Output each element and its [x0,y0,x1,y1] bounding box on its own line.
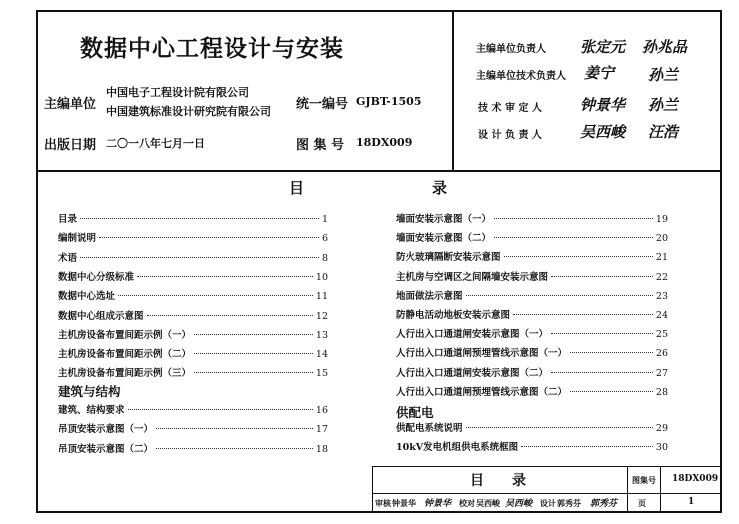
toc-entry [396,420,668,434]
responsible-role-4: 设 计 负 责 人 [478,130,542,141]
titleblock-page-label: 页 [638,498,646,508]
check-label: 校对 [459,498,475,508]
toc-entry-title: 数据中心选址 [58,291,116,303]
responsible-sig-4: 汪浩 [648,123,679,141]
toc-entry-leader [551,276,653,277]
atlas-title: 数据中心工程设计与安装 [80,36,344,62]
toc-entry [58,441,328,455]
toc-entry-page: 25 [655,329,668,341]
editor-unit-label: 主编单位 [44,97,97,112]
toc-entry [396,288,668,302]
titleblock-left-border [372,466,373,512]
toc-entry-title: 建筑、结构要求 [58,405,125,416]
check-name: 吴西峻 [476,498,500,508]
toc-entry-title: 人行出入口通道闸安装示意图（一） [396,329,549,341]
review-label: 审核 [375,498,391,508]
toc-entry-leader [147,315,313,316]
titleblock-atlas-label: 图集号 [632,475,656,485]
toc-entry-leader [80,218,319,219]
check-signature: 吴西峻 [505,499,533,509]
toc-entry-title: 目录 [58,214,78,225]
toc-entry-page: 23 [655,290,668,302]
toc-entry-leader [194,353,313,354]
toc-entry [58,269,328,283]
toc-entry [396,249,668,263]
toc-entry-leader [494,218,653,219]
toc-entry [396,439,668,453]
header-column-divider [452,10,454,171]
toc-entry-page: 19 [655,214,668,225]
section-heading-architecture: 建筑与结构 [58,384,121,399]
toc-entry-page: 1 [321,214,328,225]
toc-entry [396,307,668,321]
review-name: 钟景华 [392,498,416,508]
toc-entry [58,327,328,341]
titleblock-atlas-no: 18DX009 [672,474,719,484]
toc-entry-leader [137,276,313,277]
toc-entry-leader [99,237,319,238]
toc-entry [58,308,328,322]
toc-entry [396,230,668,244]
toc-entry-title: 防火玻璃隔断安装示意图 [396,252,501,264]
toc-entry-leader [494,237,653,238]
toc-entry-leader [466,295,653,296]
toc-entry-leader [156,428,313,429]
toc-entry [396,326,668,340]
toc-entry-leader [194,334,313,335]
toc-entry-page: 11 [315,291,328,303]
publish-date: 二〇一八年七月一日 [106,137,205,150]
unified-no: GJBT-1505 [356,95,422,108]
toc-entry-leader [504,256,653,257]
toc-entry-leader [156,448,313,449]
toc-entry-title: 防静电活动地板安装示意图 [396,310,511,321]
toc-entry-title: 主机房设备布置间距示例（二） [58,349,192,361]
toc-entry [58,365,328,379]
toc-entry-page: 17 [315,424,328,436]
toc-entry-page: 16 [315,405,328,416]
responsible-role-3: 技 术 审 定 人 [478,103,542,114]
toc-entry [396,269,668,283]
toc-entry-page: 8 [321,252,328,264]
responsible-role-2: 主编单位技术负责人 [476,71,566,82]
titleblock-name: 目 录 [470,473,526,489]
date-label: 出版日期 [44,138,97,153]
toc-entry-leader [513,314,653,315]
toc-entry-page: 24 [655,310,668,321]
toc-entry-leader [570,391,653,392]
toc-entry [58,402,328,416]
toc-entry-title: 人行出入口通道闸预埋管线示意图（一） [396,348,568,360]
toc-entry-title: 主机房设备布置间距示例（三） [58,368,192,380]
toc-entry-leader [521,446,653,447]
toc-entry-title: 主机房与空调区之间隔墙安装示意图 [396,271,549,283]
toc-entry-page: 27 [655,367,668,379]
toc-entry-leader [551,372,653,373]
toc-entry-page: 21 [655,252,668,264]
toc-entry [58,250,328,264]
responsible-sig-1: 孙兆品 [642,38,688,56]
toc-entry-title: 主机房设备布置间距示例（一） [58,329,192,341]
responsible-sig-2: 孙兰 [648,66,679,84]
toc-entry-title: 术语 [58,252,78,264]
toc-entry-title: 数据中心分级标准 [58,271,135,283]
toc-entry-leader [118,295,313,296]
toc-entry-title: 人行出入口通道闸预埋管线示意图（二） [396,386,568,398]
toc-entry-leader [128,409,313,410]
toc-heading-right: 录 [432,179,448,197]
toc-entry-leader [570,352,653,353]
toc-entry-title: 吊顶安装示意图（二） [58,443,154,455]
toc-entry-title: 墙面安装示意图（二） [396,233,492,245]
toc-entry [58,288,328,302]
responsible-name-3: 钟景华 [580,96,626,114]
toc-entry-leader [80,257,319,258]
responsible-name-2: 姜宁 [584,64,615,82]
toc-entry [396,345,668,359]
design-name: 郭秀芬 [557,498,581,508]
toc-entry-page: 15 [315,368,328,380]
toc-entry-leader [466,427,653,428]
toc-entry-page: 13 [315,329,328,341]
design-label: 设计 [540,498,556,508]
toc-entry-page: 6 [321,233,328,245]
toc-entry-page: 29 [655,423,668,434]
editor-unit-1: 中国电子工程设计院有限公司 [106,86,249,99]
toc-entry [58,421,328,435]
responsible-role-1: 主编单位负责人 [476,44,546,55]
toc-heading-left: 目 [289,179,305,197]
titleblock-divider-1 [627,466,628,512]
toc-entry-page: 12 [315,310,328,322]
header-divider [36,170,722,172]
toc-entry-page: 20 [655,233,668,245]
section-heading-power: 供配电 [396,405,434,420]
toc-entry-page: 18 [315,443,328,455]
design-signature: 郭秀芬 [590,499,618,509]
toc-entry [396,365,668,379]
titleblock-divider-2 [660,466,661,512]
toc-entry [58,211,328,225]
responsible-sig-3: 孙兰 [648,96,679,114]
editor-unit-2: 中国建筑标准设计研究院有限公司 [106,105,271,118]
atlas-no-label: 图 集 号 [296,138,345,153]
toc-entry-page: 26 [655,348,668,360]
toc-entry [396,211,668,225]
titleblock-mid-border [372,493,722,494]
responsible-name-1: 张定元 [580,38,626,56]
toc-entry-title: 10kV发电机组供电系统框图 [396,442,519,454]
titleblock-top-border [372,466,722,467]
review-signature: 钟景华 [424,499,452,509]
toc-entry-title: 墙面安装示意图（一） [396,214,492,225]
toc-entry-page: 14 [315,349,328,361]
toc-entry-leader [194,372,313,373]
toc-entry-page: 28 [655,386,668,398]
toc-entry-title: 供配电系统说明 [396,423,463,434]
toc-entry-title: 数据中心组成示意图 [58,310,144,322]
unified-no-label: 统一编号 [296,97,349,112]
toc-entry-page: 30 [655,442,668,454]
toc-entry-title: 编制说明 [58,233,97,245]
toc-entry-title: 地面做法示意图 [396,290,463,302]
toc-entry-page: 22 [655,271,668,283]
toc-entry-title: 人行出入口通道闸安装示意图（二） [396,367,549,379]
toc-entry-title: 吊顶安装示意图（一） [58,424,154,436]
toc-entry [396,384,668,398]
responsible-name-4: 吴西峻 [580,123,626,141]
atlas-no: 18DX009 [356,136,413,149]
toc-entry [58,346,328,360]
toc-entry [58,230,328,244]
toc-entry-page: 10 [315,271,328,283]
titleblock-page-no: 1 [688,497,695,507]
toc-entry-leader [551,333,653,334]
